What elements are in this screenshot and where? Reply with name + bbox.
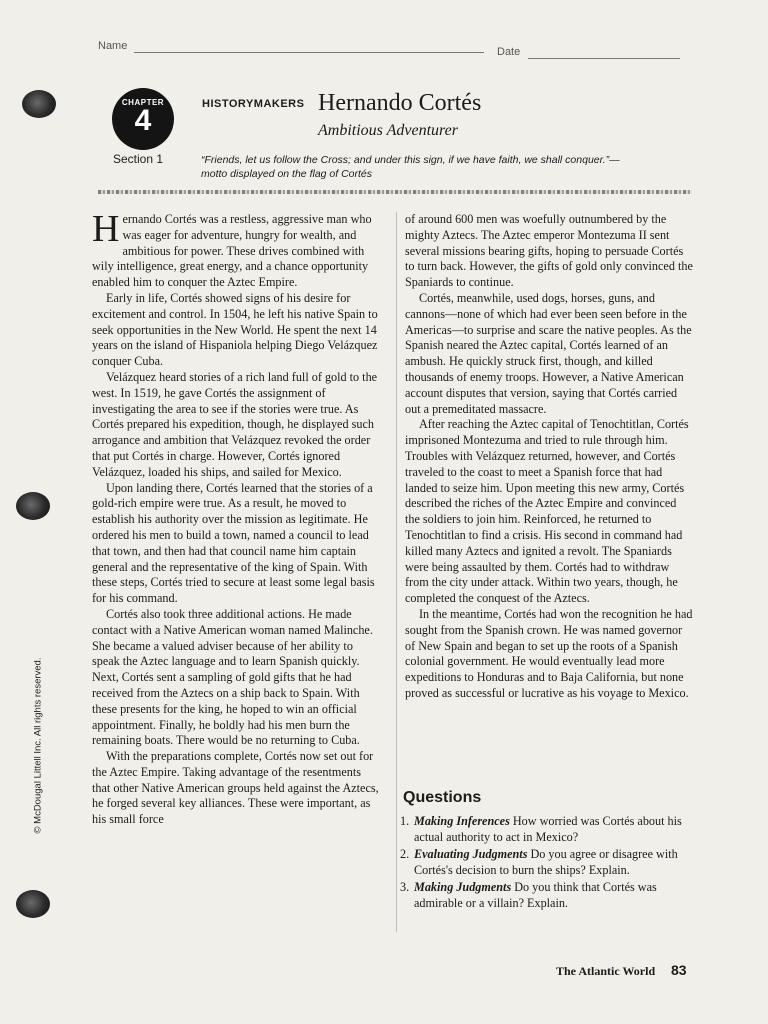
- footer-book-title: The Atlantic World: [556, 964, 656, 978]
- binder-hole-top: [22, 90, 56, 118]
- chapter-label: CHAPTER: [121, 98, 165, 107]
- page-number: 83: [671, 962, 687, 978]
- copyright-notice: © McDougal Littell Inc. All rights reserved.: [32, 657, 44, 834]
- paragraph: Velázquez heard stories of a rich land full of gold to the west. In 1519, he gave Cortés the assignment of investigating the area to see if the stories were true. As Cortés prepared his expedition, though, he displayed such arrogance and ambition that Velázquez revoked the order that put Cortés in charge. However, Cortés ignored Velázquez, loaded his ships, and sailed for Mexico.: [92, 369, 378, 479]
- paragraph: Upon landing there, Cortés learned that the stories of a gold-rich empire were true. As a result, he moved to establish his authority over the mission as legitimate. He ordered his men to build a town, named a council to lead that town, and then had that council name him captain general and the representative of the king of Spain. With these steps, Cortés tried to secure at least some legal basis for his command.: [92, 480, 375, 606]
- binder-hole-bottom: [16, 890, 50, 918]
- paragraph: Cortés, meanwhile, used dogs, horses, guns, and cannons—none of which had ever been seen before in the Americas—to surprise and scare the native peoples. As the Spanish neared the Aztec capital, Cortés learned of an ambush. He quickly struck first, though, and killed thousands of enemy troops. However, a Native American account disputes that version, saying that Cortés carried out a premeditated massacre.: [405, 290, 692, 416]
- chapter-badge: [112, 88, 174, 150]
- date-field[interactable]: [528, 58, 680, 59]
- paragraph: In the meantime, Cortés had won the recognition he had sought from the Spanish crown. He was named governor of New Spain and began to set up the roots of a Spanish colonial government. He would eventually lead more expeditions to Honduras and to Baja California, but none proved as successful or lucrative as his voyage to Mexico.: [405, 606, 693, 700]
- question-item: 1. Making Inferences How worried was Cortés about his actual authority to act in Mexico?: [400, 814, 682, 844]
- date-label: Date: [497, 46, 521, 58]
- questions-list: [400, 814, 692, 913]
- page-title: Hernando Cortés: [318, 90, 482, 116]
- paragraph: Hernando Cortés was a restless, aggressive man who was eager for adventure, hungry for wealth, and ambitious for power. These drives combined with wily intelligence, great energy, and a chance opportunity enabled him to conquer the Aztec Empire.: [92, 208, 372, 290]
- section-label: Section 1: [113, 152, 164, 166]
- paragraph: Cortés also took three additional actions. He made contact with a Native American woman named Malinche. She became a valued adviser because of her ability to speak the Aztec language and to learn Spanish quickly. Next, Cortés sent a sampling of gold gifts that he had received from the Aztecs on a ship back to Spain. With these presents for the king, he hoped to win an official appointment. Finally, he boldly had his men burn the remaining boats. There would be no returning to Cuba.: [92, 606, 373, 748]
- chapter-number: 4: [134, 104, 152, 137]
- paragraph: Early in life, Cortés showed signs of his desire for excitement and control. In 1504, he left his native Spain to seek opportunities in the New World. He spent the next 14 years on the island of Hispaniola helping Diego Velázquez conquer Cuba.: [92, 290, 378, 369]
- paragraph: After reaching the Aztec capital of Tenochtitlan, Cortés imprisoned Montezuma and tried to rule through him. Troubles with Velázquez returned, however, and Cortés traveled to the coast to meet a Spanish force that had landed to seize him. Upon meeting this new army, Cortés described the riches of the Aztec Empire and convinced the soldiers to join him. Reinforced, he returned to Tenochtitlan to find a crisis. His second in command had killed many Aztecs and ignited a revolt. The Spaniards were being assaulted by them. Cortés had to withdraw from the city under attack. Within two years, though, he completed the conquest of the Aztecs.: [405, 417, 689, 606]
- questions-heading: Questions: [403, 789, 482, 806]
- column-divider: [396, 212, 397, 932]
- article-right-column: [405, 212, 693, 702]
- feature-label: HISTORYMAKERS: [202, 98, 305, 110]
- decorative-divider: [98, 190, 692, 194]
- name-label: Name: [98, 40, 128, 52]
- question-item: 3. Making Judgments Do you think that Cortés was admirable or a villain? Explain.: [400, 880, 657, 910]
- paragraph: With the preparations complete, Cortés now set out for the Aztec Empire. Taking advantage of the resentments that other Native American groups held against the Aztecs, he forged several key alliances. These were important, as his small force: [92, 749, 379, 827]
- page-subtitle: Ambitious Adventurer: [318, 122, 458, 139]
- question-item: 2. Evaluating Judgments Do you agree or disagree with Cortés's decision to burn the ships? Explain.: [400, 847, 678, 877]
- article-left-column: [92, 208, 382, 828]
- drop-cap: H: [92, 208, 120, 250]
- paragraph: of around 600 men was woefully outnumbered by the mighty Aztecs. The Aztec emperor Montezuma II sent several missions bearing gifts, hoping to persuade Cortés to turn back. However, the gifts of gold only convinced the Spaniards to continue.: [405, 212, 693, 290]
- name-field[interactable]: [134, 52, 484, 53]
- binder-hole-middle: [16, 492, 50, 520]
- motto-quote: “Friends, let us follow the Cross; and under this sign, if we have faith, we shall conquer.”—motto displayed on the flag of Cortés: [201, 154, 620, 180]
